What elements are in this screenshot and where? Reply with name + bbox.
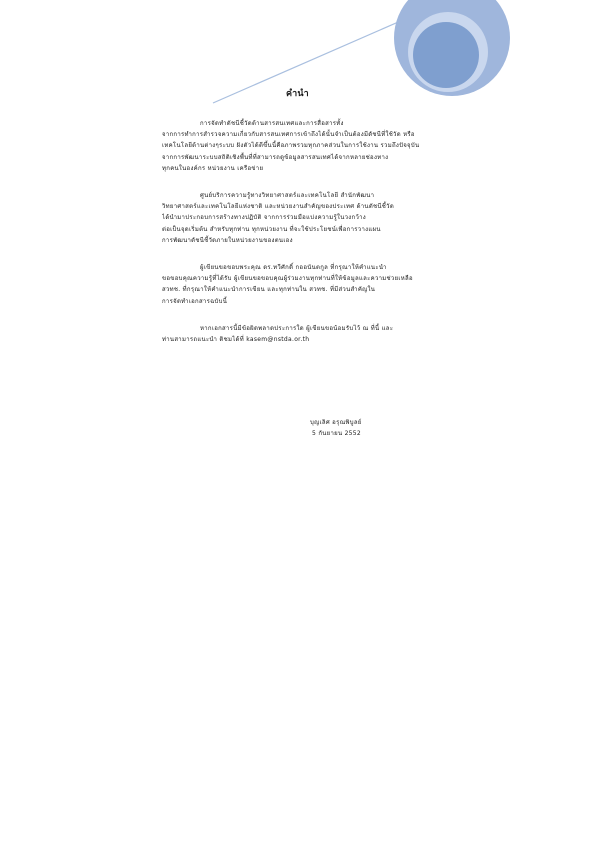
text-line: ขอขอบคุณความรู้ที่ได้รับ ผู้เขียนขอขอบคุณผู้ร่วมงานทุกท่านที่ให้ข้อมูลและความช่วยเหลือ — [162, 275, 413, 283]
text-line: ต่อเป็นจุดเริ่มต้น สำหรับทุกท่าน ทุกหน่วยงาน ที่จะใช้ประโยชน์เพื่อการวางแผน — [162, 225, 381, 233]
text-line: ศูนย์บริการความรู้ทางวิทยาศาสตร์และเทคโนโลยี สำนักพัฒนา — [200, 192, 375, 200]
text-line: การจัดทำเอกสารฉบับนี้ — [162, 297, 228, 305]
paragraph-3 — [162, 262, 440, 307]
author-name: บุญเลิศ อรุณพิบูลย์ — [310, 419, 362, 426]
paragraph-1 — [162, 118, 440, 174]
text-line: ผู้เขียนขอขอบพระคุณ ดร.ทวีศักดิ์ กออนันตกูล ที่กรุณาให้คำแนะนำ — [200, 264, 387, 272]
text-line: การพัฒนาดัชนีชี้วัดภายในหน่วยงานของตนเอง — [162, 236, 293, 244]
decorative-inner-circle — [413, 22, 479, 88]
text-line: ท่านสามารถแนะนำ ติชมได้ที่ kasem@nstda.or.th — [162, 336, 310, 344]
text-line: จากการพัฒนาระบบสถิติเชิงพื้นที่ที่สามารถดูข้อมูลสารสนเทศได้จากหลายช่องทาง — [162, 153, 389, 161]
text-line: การจัดทำดัชนีชี้วัดด้านสารสนเทศและการสื่อสารทั้ง — [200, 120, 344, 127]
text-line: หากเอกสารนี้มีข้อผิดพลาดประการใด ผู้เขียนขอน้อมรับไว้ ณ ที่นี้ และ — [200, 324, 394, 332]
text-line: เทคโนโลยีด้านต่างๆระบบ ฝังตัวได้ดีขึ้นนี้คือภาพรวมทุกภาคส่วนในการใช้งาน รวมถึงปัจจุบัน — [162, 142, 420, 150]
page-title: คำนำ — [286, 89, 309, 99]
signature-block — [310, 417, 362, 439]
text-line: สวทช. ที่กรุณาให้คำแนะนำการเขียน และทุกท่านใน สวทช. ที่มีส่วนสำคัญใน — [162, 286, 376, 294]
text-line: ได้นำมาประกอบการสร้างทางปฏิบัติ จากการร่วมมือแบ่งความรู้ในวงกว้าง — [162, 214, 367, 222]
paragraph-2 — [162, 190, 440, 246]
preface-body — [162, 118, 440, 361]
signature-date: 5 กันยายน 2552 — [312, 430, 362, 438]
text-line: จากการทำการสำรวจความเกี่ยวกับสารสนเทศการเข้าถึงได้นั้นจำเป็นต้องมีดัชนีที่ใช้วัด หรือ — [162, 131, 415, 139]
paragraph-4 — [162, 323, 440, 345]
text-line: วิทยาศาสตร์และเทคโนโลยีแห่งชาติ และหน่วยงานสำคัญของประเทศ ด้านดัชนีชี้วัด — [162, 203, 395, 211]
text-line: ทุกคนในองค์กร หน่วยงาน เครือข่าย — [162, 164, 264, 172]
